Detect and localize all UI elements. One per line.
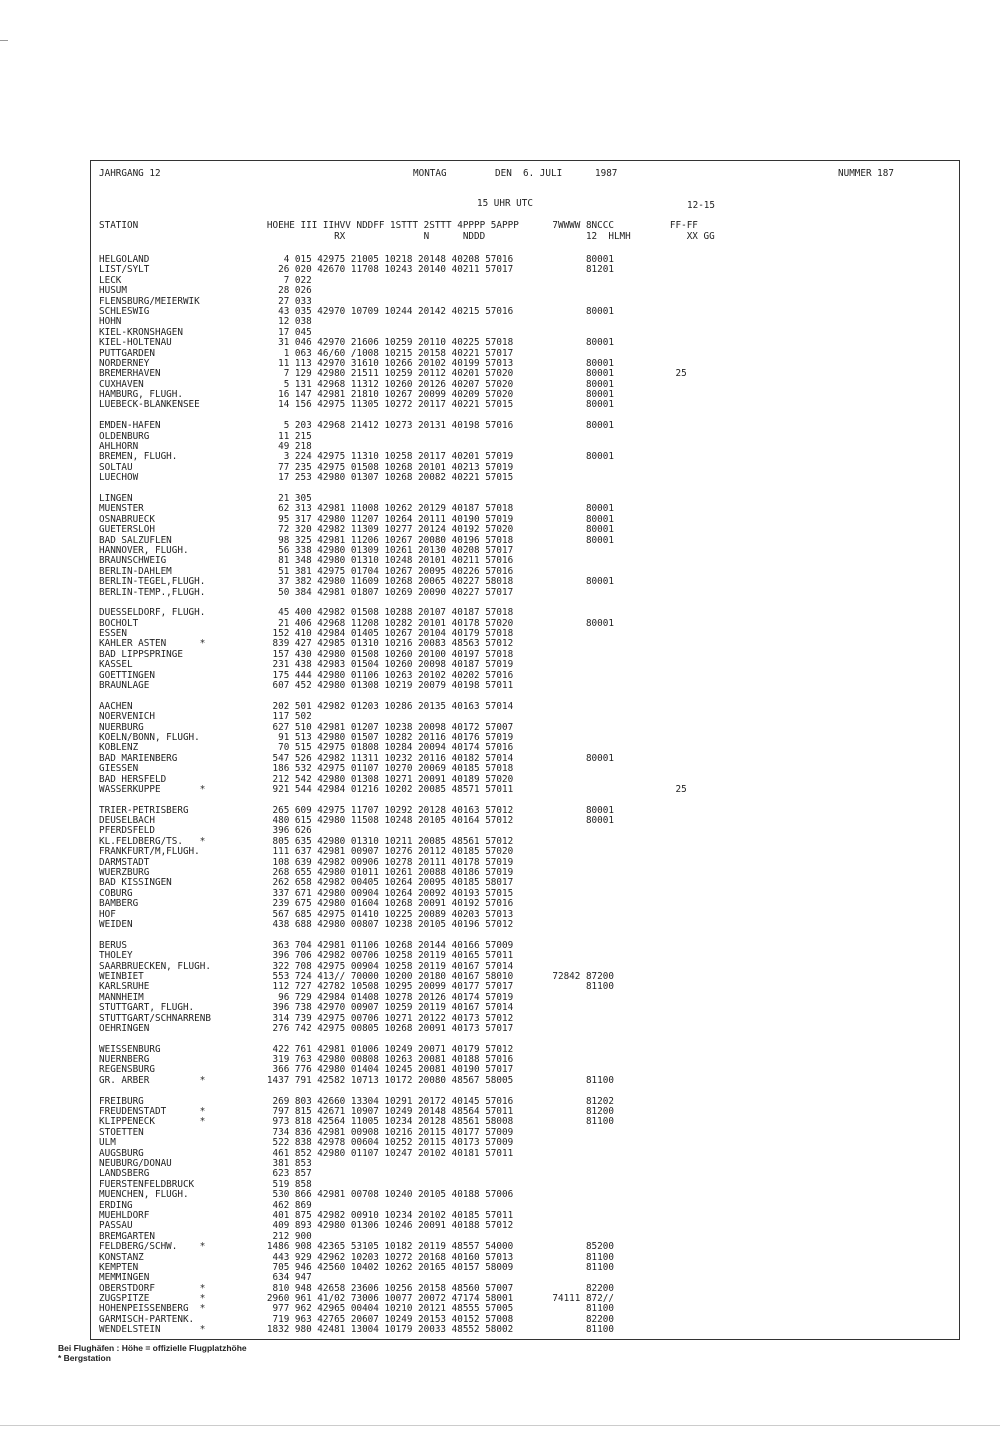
station-row: KL.FELDBERG/TS. * 805 635 42980 01310 10211 20085 48561 57012 bbox=[99, 835, 514, 847]
station-row: HOHN 12 038 bbox=[99, 316, 312, 328]
station-row: WASSERKUPPE * 921 544 42984 01216 10202 20085 48571 57011 25 bbox=[99, 783, 687, 795]
station-row: LECK 7 022 bbox=[99, 274, 312, 286]
station-row: KLIPPENECK * 973 818 42564 11005 10234 20128 48561 58008 81100 bbox=[99, 1116, 614, 1128]
station-row: MUENSTER 62 313 42981 11008 10262 20129 40187 57018 80001 bbox=[99, 503, 614, 515]
station-row: COBURG 337 671 42980 00904 10264 20092 40193 57015 bbox=[99, 887, 514, 899]
station-row: FRANKFURT/M,FLUGH. 111 637 42981 00907 10276 20112 40185 57020 bbox=[99, 846, 514, 858]
station-row: MUEHLDORF 401 875 42982 00910 10234 20102 40185 57011 bbox=[99, 1209, 514, 1221]
footer-note-airports: Bei Flughäfen : Höhe = offizielle Flugplatzhöhe bbox=[58, 1343, 247, 1353]
station-row: WUERZBURG 268 655 42980 01011 10261 20088 40186 57019 bbox=[99, 867, 514, 879]
station-row: OEHRINGEN 276 742 42975 00805 10268 20091 40173 57017 bbox=[99, 1022, 514, 1034]
station-row: BOCHOLT 21 406 42968 11208 10282 20101 40178 57020 80001 bbox=[99, 617, 614, 629]
station-row: STUTTGART, FLUGH. 396 738 42970 00907 10259 20119 40167 57014 bbox=[99, 1002, 514, 1014]
station-row: HANNOVER, FLUGH. 56 338 42980 01309 10261 20130 40208 57017 bbox=[99, 544, 514, 556]
station-row: AUGSBURG 461 852 42980 01107 10247 20102 40181 57011 bbox=[99, 1147, 514, 1159]
station-row: SOLTAU 77 235 42975 01508 10268 20101 40213 57019 bbox=[99, 461, 514, 473]
column-header-line1: STATION HOEHE III IIHVV NDDFF 1STTT 2STTT 4PPPP 5APPP 7WWWW 8NCCC FF-FF bbox=[99, 220, 698, 231]
jahrgang-label: JAHRGANG 12 bbox=[99, 168, 161, 179]
scan-edge-line-bottom bbox=[0, 1425, 1000, 1426]
station-row: BRAUNLAGE 607 452 42980 01308 10219 20079 40198 57011 bbox=[99, 680, 514, 692]
station-row: WENDELSTEIN * 1832 980 42481 13004 10179 20033 48552 58002 81100 bbox=[99, 1324, 614, 1336]
station-row: GOETTINGEN 175 444 42980 01106 10263 20102 40202 57016 bbox=[99, 669, 514, 681]
station-row: BREMGARTEN 212 900 bbox=[99, 1230, 312, 1242]
station-row: EMDEN-HAFEN 5 203 42968 21412 10273 20131 40198 57016 80001 bbox=[99, 420, 614, 432]
station-row: BERUS 363 704 42981 01106 10268 20144 40166 57009 bbox=[99, 939, 514, 951]
station-row: KARLSRUHE 112 727 42782 10508 10295 20099 40177 57017 81100 bbox=[99, 981, 614, 993]
time-label: 15 UHR UTC bbox=[477, 198, 533, 209]
station-row: HOF 567 685 42975 01410 10225 20089 40203 57013 bbox=[99, 908, 514, 920]
station-row: ULM 522 838 42978 00604 10252 20115 40173 57009 bbox=[99, 1137, 514, 1149]
station-row: DEUSELBACH 480 615 42980 11508 10248 20105 40164 57012 80001 bbox=[99, 815, 614, 827]
day-label: MONTAG bbox=[413, 168, 447, 179]
station-row: PFERDSFELD 396 626 bbox=[99, 825, 312, 837]
station-row: TRIER-PETRISBERG 265 609 42975 11707 10292 20128 40163 57012 80001 bbox=[99, 804, 614, 816]
station-row: BAD HERSFELD 212 542 42980 01308 10271 20091 40189 57020 bbox=[99, 773, 514, 785]
station-row: FLENSBURG/MEIERWIK 27 033 bbox=[99, 295, 312, 307]
range-label: 12-15 bbox=[687, 200, 715, 211]
station-row: DARMSTADT 108 639 42982 00906 10278 20111 40178 57019 bbox=[99, 856, 514, 868]
station-row: KAHLER ASTEN * 839 427 42985 01310 10216 20083 48563 57012 bbox=[99, 638, 514, 650]
station-row: GUETERSLOH 72 320 42982 11309 10277 20124 40192 57020 80001 bbox=[99, 524, 614, 536]
station-row: OBERSTDORF * 810 948 42658 23606 10256 20158 48560 57007 82200 bbox=[99, 1282, 614, 1294]
station-row: LINGEN 21 305 bbox=[99, 492, 312, 504]
station-row: BAD KISSINGEN 262 658 42982 00405 10264 20095 40185 58017 bbox=[99, 877, 514, 889]
station-row: AHLHORN 49 218 bbox=[99, 441, 312, 453]
station-row: FELDBERG/SCHW. * 1486 908 42365 53105 10182 20119 48557 54000 85200 bbox=[99, 1241, 614, 1253]
station-row: OSNABRUECK 95 317 42980 11207 10264 20111 40190 57019 80001 bbox=[99, 513, 614, 525]
station-row: KOELN/BONN, FLUGH. 91 513 42980 01507 10282 20116 40176 57019 bbox=[99, 731, 514, 743]
station-row: BAD MARIENBERG 547 526 42982 11311 10232 20116 40182 57014 80001 bbox=[99, 752, 614, 764]
station-row: GIESSEN 186 532 42975 01107 10270 20069 40185 57018 bbox=[99, 763, 514, 775]
station-row: BREMERHAVEN 7 129 42980 21511 10259 20112 40201 57020 80001 25 bbox=[99, 368, 687, 380]
station-row: LUEBECK-BLANKENSEE 14 156 42975 11305 10272 20117 40221 57015 80001 bbox=[99, 399, 614, 411]
station-row: FREIBURG 269 803 42660 13304 10291 20172 40145 57016 81202 bbox=[99, 1095, 614, 1107]
station-row: KIEL-HOLTENAU 31 046 42970 21606 10259 20110 40225 57018 80001 bbox=[99, 337, 614, 349]
station-row: NOERVENICH 117 502 bbox=[99, 711, 312, 723]
station-row: BAMBERG 239 675 42980 01604 10268 20091 40192 57016 bbox=[99, 898, 514, 910]
station-row: ERDING 462 869 bbox=[99, 1199, 312, 1211]
station-row: LANDSBERG 623 857 bbox=[99, 1168, 312, 1180]
station-row: FREUDENSTADT * 797 815 42671 10907 10249 20148 48564 57011 81200 bbox=[99, 1106, 614, 1118]
station-row: AACHEN 202 501 42982 01203 10286 20135 40163 57014 bbox=[99, 700, 514, 712]
station-row: HOHENPEISSENBERG * 977 962 42965 00404 10210 20121 48555 57005 81100 bbox=[99, 1303, 614, 1315]
year-label: 1987 bbox=[595, 168, 618, 179]
station-row: BRAUNSCHWEIG 81 348 42980 01310 10248 20101 40211 57016 bbox=[99, 555, 514, 567]
station-row: WEIDEN 438 688 42980 00807 10238 20105 40196 57012 bbox=[99, 919, 514, 930]
station-row: KONSTANZ 443 929 42962 10203 10272 20168 40160 57013 81100 bbox=[99, 1251, 614, 1263]
station-row: GR. ARBER * 1437 791 42582 10713 10172 20080 48567 58005 81100 bbox=[99, 1074, 614, 1086]
column-header-line2: RX N NDDD 12 HLMH XX GG bbox=[99, 231, 715, 242]
station-row: NEUBURG/DONAU 381 853 bbox=[99, 1157, 312, 1169]
station-row: BERLIN-DAHLEM 51 381 42975 01704 10267 20095 40226 57016 bbox=[99, 565, 514, 577]
scan-edge-line-top bbox=[0, 40, 8, 41]
station-row: NUERNBERG 319 763 42980 00808 10263 20081 40188 57016 bbox=[99, 1054, 514, 1066]
station-row: BERLIN-TEGEL,FLUGH. 37 382 42980 11609 10268 20065 40227 58018 80001 bbox=[99, 576, 614, 588]
station-row: BREMEN, FLUGH. 3 224 42975 11310 10258 20117 40201 57019 80001 bbox=[99, 451, 614, 463]
issue-number: NUMMER 187 bbox=[838, 168, 894, 179]
station-row: ZUGSPITZE * 2960 961 41/02 73006 10077 20072 47174 58001 74111 872// bbox=[99, 1293, 614, 1305]
station-row: MANNHEIM 96 729 42984 01408 10278 20126 40174 57019 bbox=[99, 991, 514, 1003]
station-row: CUXHAVEN 5 131 42968 11312 10260 20126 40207 57020 80001 bbox=[99, 378, 614, 390]
station-row: KEMPTEN 705 946 42560 10402 10262 20165 40157 58009 81100 bbox=[99, 1261, 614, 1273]
station-row: THOLEY 396 706 42982 00706 10258 20119 40165 57011 bbox=[99, 950, 514, 962]
station-row: FUERSTENFELDBRUCK 519 858 bbox=[99, 1178, 312, 1190]
station-row: STOETTEN 734 836 42981 00908 10216 20115 40177 57009 bbox=[99, 1126, 514, 1138]
station-row: KASSEL 231 438 42983 01504 10260 20098 40187 57019 bbox=[99, 659, 514, 671]
station-row: REGENSBURG 366 776 42980 01404 10245 20081 40190 57017 bbox=[99, 1064, 514, 1076]
station-row: HAMBURG, FLUGH. 16 147 42981 21810 10267 20099 40209 57020 80001 bbox=[99, 389, 614, 401]
station-row: BERLIN-TEMP.,FLUGH. 50 384 42981 01807 10269 20090 40227 57017 bbox=[99, 586, 514, 598]
footer-note-mountain: * Bergstation bbox=[58, 1353, 111, 1363]
station-row: BAD LIPPSPRINGE 157 430 42980 01508 10260 20100 40197 57018 bbox=[99, 648, 514, 660]
station-row: MUENCHEN, FLUGH. 530 866 42981 00708 10240 20105 40188 57006 bbox=[99, 1189, 514, 1201]
station-row: HUSUM 28 026 bbox=[99, 285, 312, 297]
station-row: LIST/SYLT 26 020 42670 11708 10243 20140 40211 57017 81201 bbox=[99, 264, 614, 276]
station-row: MEMMINGEN 634 947 bbox=[99, 1272, 312, 1284]
station-table bbox=[99, 255, 687, 1336]
station-row: HELGOLAND 4 015 42975 21005 10218 20148 40208 57016 80001 bbox=[99, 254, 614, 265]
station-row: NORDERNEY 11 113 42970 31610 10266 20102 40199 57013 80001 bbox=[99, 357, 614, 369]
station-row: GARMISCH-PARTENK. 719 963 42765 20607 10249 20153 40152 57008 82200 bbox=[99, 1313, 614, 1325]
station-row: KOBLENZ 70 515 42975 01808 10284 20094 40174 57016 bbox=[99, 742, 514, 754]
station-row: WEINBIET 553 724 413// 70000 10200 20180 40167 58010 72842 87200 bbox=[99, 970, 614, 982]
station-row: BAD SALZUFLEN 98 325 42981 11206 10267 20080 40196 57018 80001 bbox=[99, 534, 614, 546]
station-row: OLDENBURG 11 215 bbox=[99, 430, 312, 442]
station-row: KIEL-KRONSHAGEN 17 045 bbox=[99, 326, 312, 338]
station-row: DUESSELDORF, FLUGH. 45 400 42982 01508 10288 20107 40187 57018 bbox=[99, 607, 514, 619]
station-row: NUERBURG 627 510 42981 01207 10238 20098 40172 57007 bbox=[99, 721, 514, 733]
station-row: PUTTGARDEN 1 063 46/60 /1008 10215 20158 40221 57017 bbox=[99, 347, 514, 359]
station-row: PASSAU 409 893 42980 01306 10246 20091 40188 57012 bbox=[99, 1220, 514, 1232]
station-row: LUECHOW 17 253 42980 01307 10268 20082 40221 57015 bbox=[99, 472, 514, 484]
station-row: STUTTGART/SCHNARRENB 314 739 42975 00706 10271 20122 40173 57012 bbox=[99, 1012, 514, 1024]
station-row: SCHLESWIG 43 035 42970 10709 10244 20142 40215 57016 80001 bbox=[99, 305, 614, 317]
station-row: SAARBRUECKEN, FLUGH. 322 708 42975 00904 10258 20119 40167 57014 bbox=[99, 960, 514, 972]
station-row: WEISSENBURG 422 761 42981 01006 10249 20071 40179 57012 bbox=[99, 1043, 514, 1055]
date-label: DEN 6. JULI bbox=[495, 168, 563, 179]
weather-report-sheet bbox=[90, 160, 960, 1340]
station-row: ESSEN 152 410 42984 01405 10267 20104 40179 57018 bbox=[99, 628, 514, 640]
